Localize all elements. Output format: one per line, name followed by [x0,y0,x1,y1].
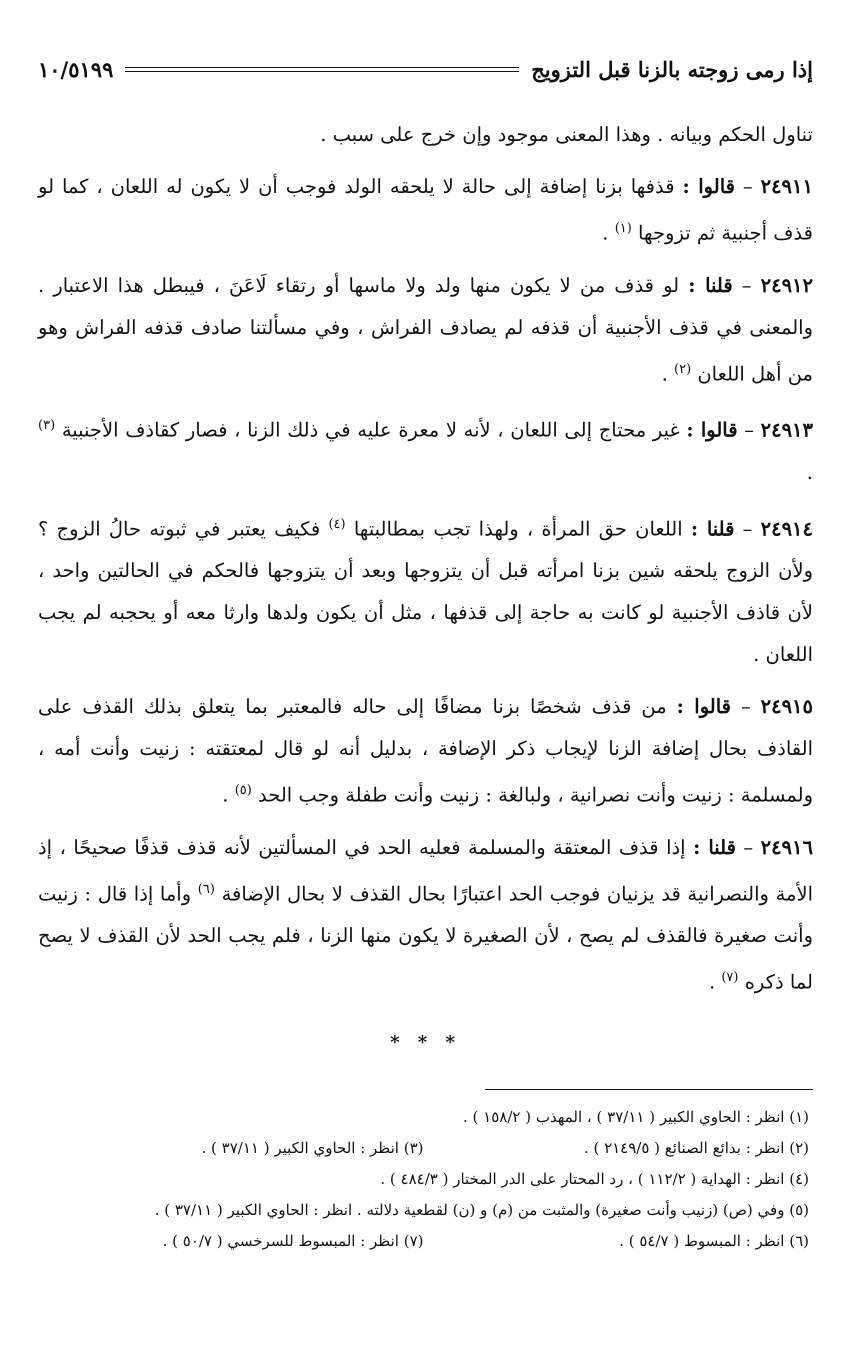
footnote-rule [485,1089,813,1090]
footnote-ref[interactable]: (٤) [328,516,346,532]
running-header [38,52,813,86]
paragraph-lead: قلنا : [688,273,733,297]
paragraph-lead: قالوا : [686,418,738,442]
paragraph-number: ٢٤٩١٤ [760,517,814,540]
paragraph-number: ٢٤٩١١ [760,175,813,198]
footnote-7: (٧) انظر : المبسوط للسرخسي ( ٥٠/٧ ) . [162,1232,424,1250]
footnote-3: (٣) انظر : الحاوي الكبير ( ٣٧/١١ ) . [201,1139,424,1157]
paragraph-24911: ٢٤٩١١ – قالوا : قذفها بزنا إضافة إلى حالة لا يلحقه الولد فوجب أن لا يكون له اللعان ، كما لو قذف أجنبية ثم تزوجها $^{(١)}$ . [38,175,813,245]
body-text [38,114,813,1064]
footnote-line [38,1133,809,1164]
paragraph-lead: قلنا : [693,835,736,859]
paragraph-number: ٢٤٩١٥ [760,695,813,718]
footnote-ref[interactable]: (١) [614,221,632,236]
paragraph-number: ٢٤٩١٦ [760,835,813,859]
paragraph-lead: قالوا : [676,695,732,718]
paragraph-24912: ٢٤٩١٢ – قلنا : لو قذف من لا يكون منها ولد ولا ماسها أو رتقاء لَاعَنَ ، فيبطل هذا الاعتبار . والمعنى في قذف الأجنبية أن قذفه لم يصادف الفراش ، وفي مسألتنا صادف قذفه الفراش وهو من أهل اللعان $^{(٢)}$ . [38,273,813,385]
paragraph-number: ٢٤٩١٢ [760,273,813,297]
footnote-4: (٤) انظر : الهداية ( ١١٢/٢ ) ، رد المحتار على الدر المختار ( ٤٨٤/٣ ) . [380,1170,809,1188]
header-rule [125,67,519,72]
page [38,52,813,1064]
footnote-ref[interactable]: (٧) [721,970,739,985]
footnote-ref[interactable]: (٦) [197,881,215,897]
page-number: ١٠/٥١٩٩ [38,56,114,82]
footnote-line [38,1226,809,1257]
footnote-2: (٢) انظر : بدائع الصنائع ( ٢١٤٩/٥ ) . [583,1139,809,1157]
paragraph-intro: تناول الحكم وبيانه . وهذا المعنى موجود وإن خرج على سبب . [320,123,813,146]
paragraph-lead: قلنا : [690,517,735,540]
footnote-line [38,1102,809,1133]
header-title: إذا رمى زوجته بالزنا قبل التزويج [531,56,813,82]
footnote-1: (١) انظر : الحاوي الكبير ( ٣٧/١١ ) ، المهذب ( ١٥٨/٢ ) . [463,1108,809,1126]
paragraph-24916: ٢٤٩١٦ – قلنا : إذا قذف المعتقة والمسلمة فعليه الحد في المسألتين لأنه قذف قذفًا صحيحًا ، إذ الأمة والنصرانية قد يزنيان فوجب الحد اعتبارًا بحال القذف لا بحال الإضافة $^{(٦)}$ وأما إذا قال : زنيت وأنت صغيرة فالقذف لم يصح ، لأن الصغيرة لا يكون منها الزنا ، فلم يجب الحد لأن القذف لا يصح لما ذكره $^{(٧)}$ . [38,835,814,994]
footnote-line [38,1195,809,1226]
footnotes [38,1102,809,1257]
footnote-6: (٦) انظر : المبسوط ( ٥٤/٧ ) . [619,1232,809,1250]
paragraph-number: ٢٤٩١٣ [760,418,814,442]
paragraph-24914: ٢٤٩١٤ – قلنا : اللعان حق المرأة ، ولهذا تجب بمطالبتها $^{(٤)}$ فكيف يعتبر في ثبوته حالُ الزوج ؟ ولأن الزوج يلحقه شين بزنا امرأته قبل أن يتزوجها وبعد أن يتزوجها فالحكم في الحالتين واحد ، لأن قاذف الأجنبية لو كانت به حاجة إلى قذفها ، مثل أن يكون ولدها وارثا معه أو يحجبه لم يجب اللعان . [38,516,814,666]
footnote-ref[interactable]: (٥) [234,783,252,798]
paragraph-24915: ٢٤٩١٥ – قالوا : من قذف شخصًا بزنا مضافًا إلى حاله فالمعتبر بما يتعلق بذلك القذف على القاذف بحال إضافة الزنا لإيجاب ذكر الإضافة ، بدليل أنه لو قال لمعتقته : زنيت وأنت أمه ، ولمسلمة : زنيت وأنت نصرانية ، ولبالغة : زنيت وأنت طفلة وجب الحد $^{(٥)}$ . [38,695,814,807]
section-separator: * * * [390,1031,461,1053]
footnote-ref[interactable]: (٣) [38,418,56,433]
paragraph-lead: قالوا : [682,175,735,198]
paragraph-24913: ٢٤٩١٣ – قالوا : غير محتاج إلى اللعان ، لأنه لا معرة عليه في ذلك الزنا ، فصار كقاذف الأجنبية $^{(٣)}$ . [38,418,814,484]
footnote-5: (٥) وفي (ص) (زنيب وأنت صغيرة) والمثبت من (م) و (ن) لقطعية دلالته . انظر : الحاوي الكبير ( ٣٧/١١ ) . [154,1201,809,1219]
footnote-ref[interactable]: (٢) [674,361,692,377]
footnote-line [38,1164,809,1195]
